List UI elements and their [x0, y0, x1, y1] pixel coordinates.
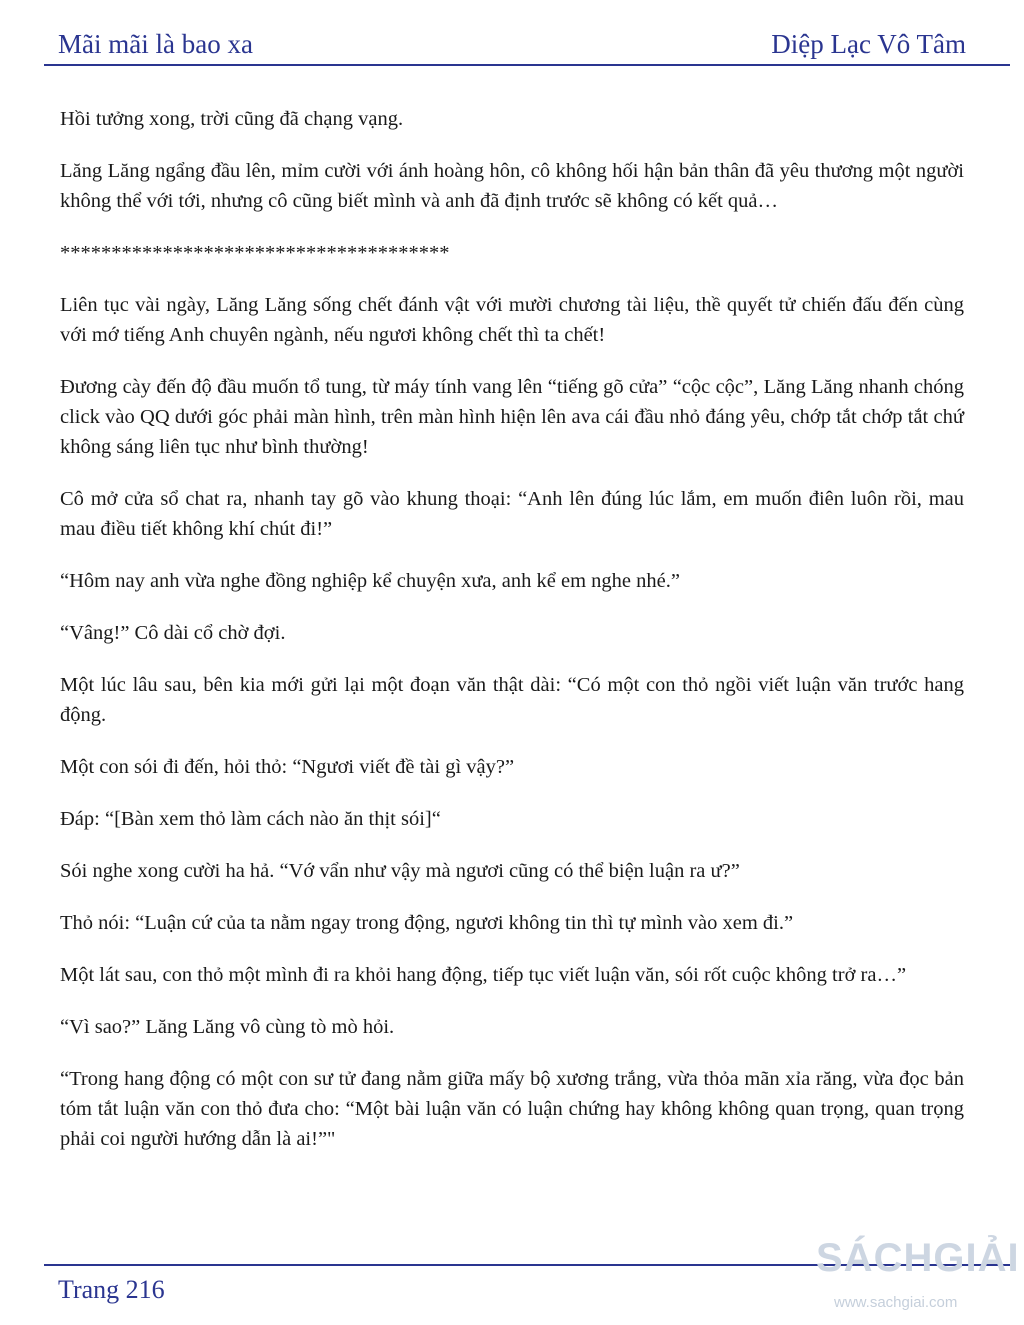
- page-header: [58, 26, 966, 62]
- paragraph: Thỏ nói: “Luận cứ của ta nằm ngay trong động, ngươi không tin thì tự mình vào xem đi.”: [60, 912, 794, 934]
- paragraph: Liên tục vài ngày, Lăng Lăng sống chết đánh vật với mười chương tài liệu, thề quyết tử chiến đấu đến cùng với mớ tiếng Anh chuyên ngành, nếu ngươi không chết thì ta chết!: [60, 294, 964, 346]
- paragraph: “Vâng!” Cô dài cổ chờ đợi.: [60, 622, 286, 644]
- watermark-logo: [816, 1228, 1024, 1318]
- paragraph: Một con sói đi đến, hỏi thỏ: “Ngươi viết đề tài gì vậy?”: [60, 756, 515, 778]
- paragraph: Cô mở cửa sổ chat ra, nhanh tay gõ vào khung thoại: “Anh lên đúng lúc lắm, em muốn điên luôn rồi, mau mau điều tiết không khí chút đi!”: [60, 488, 964, 540]
- paragraph: Một lúc lâu sau, bên kia mới gửi lại một đoạn văn thật dài: “Có một con thỏ ngồi viết luận văn trước hang động.: [60, 674, 964, 726]
- paragraph: “Trong hang động có một con sư tử đang nằm giữa mấy bộ xương trắng, vừa thỏa mãn xỉa răng, vừa đọc bản tóm tắt luận văn con thỏ đưa cho: “Một bài luận văn có luận chứng hay không không quan trọng, quan trọng phải coi người hướng dẫn là ai!”": [60, 1068, 964, 1150]
- paragraph: Đáp: “[Bàn xem thỏ làm cách nào ăn thịt sói]“: [60, 808, 441, 830]
- paragraph: “Hôm nay anh vừa nghe đồng nghiệp kể chuyện xưa, anh kể em nghe nhé.”: [60, 570, 680, 592]
- page-number: Trang 216: [58, 1275, 165, 1304]
- paragraph: Sói nghe xong cười ha hả. “Vớ vẩn như vậy mà ngươi cũng có thể biện luận ra ư?”: [60, 860, 740, 882]
- book-title: Mãi mãi là bao xa: [58, 28, 253, 59]
- section-separator: **************************************: [60, 242, 450, 264]
- paragraph: Hồi tưởng xong, trời cũng đã chạng vạng.: [60, 108, 404, 130]
- paragraph: “Vì sao?” Lăng Lăng vô cùng tò mò hỏi.: [60, 1016, 395, 1038]
- paragraph: Một lát sau, con thỏ một mình đi ra khỏi hang động, tiếp tục viết luận văn, sói rốt cuộc không trở ra…”: [60, 964, 907, 986]
- page-body: [60, 104, 964, 1176]
- paragraph: Lăng Lăng ngẩng đầu lên, mỉm cười với ánh hoàng hôn, cô không hối hận bản thân đã yêu thương một người không thể với tới, nhưng cô cũng biết mình và anh đã định trước sẽ không có kết quả…: [60, 160, 964, 212]
- watermark-url: www.sachgiai.com: [834, 1294, 958, 1311]
- author-name: Diệp Lạc Vô Tâm: [771, 28, 966, 59]
- paragraph: Đương cày đến độ đầu muốn tổ tung, từ máy tính vang lên “tiếng gõ cửa” “cộc cộc”, Lăng Lăng nhanh chóng click vào QQ dưới góc phải màn hình, trên màn hình hiện lên ava cái đầu nhỏ đáng yêu, chớp tắt chớp tắt chứ không sáng liên tục như bình thường!: [60, 376, 964, 458]
- watermark-brand: SÁCHGIẢI: [816, 1236, 1020, 1280]
- header-divider: [44, 64, 1010, 66]
